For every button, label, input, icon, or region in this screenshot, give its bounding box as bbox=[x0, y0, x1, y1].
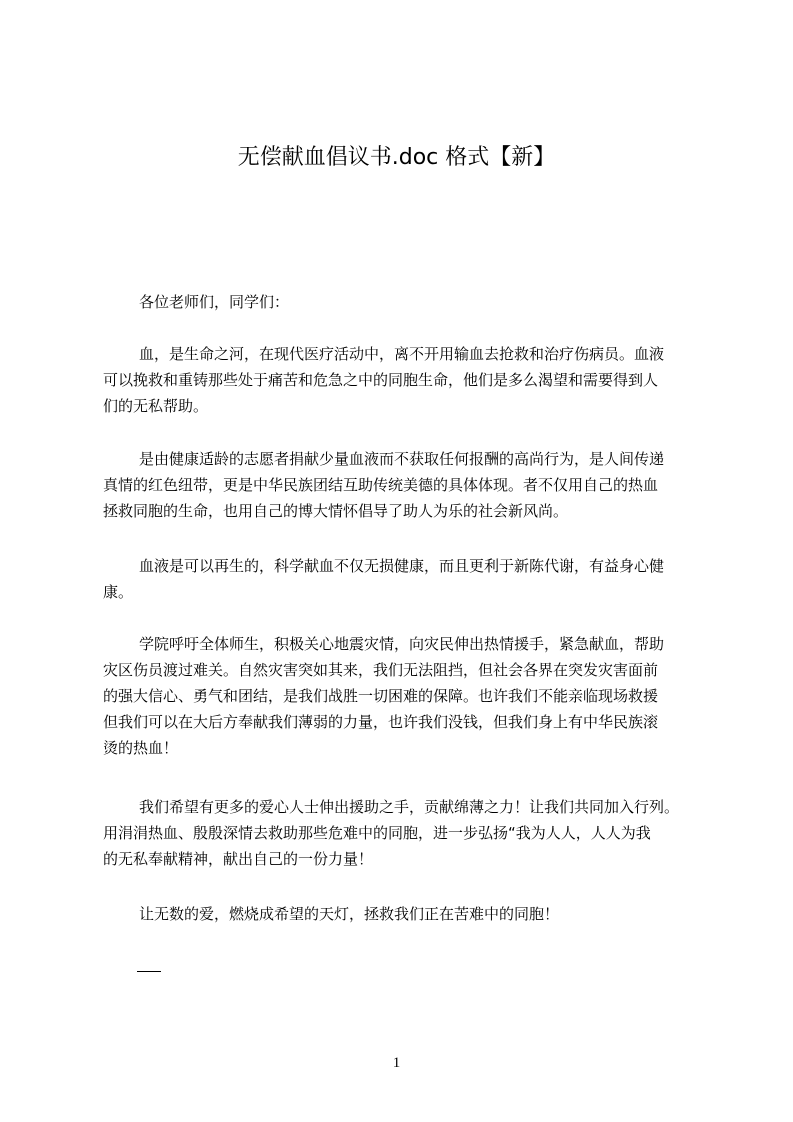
paragraph-line: 拯救同胞的生命，也用自己的博大情怀倡导了助人为乐的社会新风尚。 bbox=[103, 502, 569, 520]
paragraph-line: 灾区伤员渡过难关。自然灾害突如其来，我们无法阻挡，但社会各界在突发灾害面前 bbox=[103, 661, 659, 679]
paragraph-line: 血液是可以再生的，科学献血不仅无损健康，而且更利于新陈代谢，有益身心健 bbox=[139, 557, 665, 575]
paragraph-line: 康。 bbox=[103, 583, 134, 601]
paragraph-line: 但我们可以在大后方奉献我们薄弱的力量，也许我们没钱，但我们身上有中华民族滚 bbox=[103, 713, 659, 731]
document-title: 无偿献血倡议书.doc 格式【新】 bbox=[237, 145, 556, 170]
paragraph-line: 血，是生命之河，在现代医疗活动中，离不开用输血去抢救和治疗伤病员。血液 bbox=[139, 345, 665, 363]
page-number: 1 bbox=[392, 1055, 401, 1071]
closing-paragraph bbox=[103, 901, 713, 927]
paragraph-line: 我们希望有更多的爱心人士伸出援助之手，贡献绵薄之力！让我们共同加入行列。 bbox=[139, 798, 680, 816]
paragraph-blood-river bbox=[103, 341, 713, 419]
paragraph-line: 学院呼吁全体师生，积极关心地震灾情，向灾民伸出热情援手，紧急献血，帮助 bbox=[139, 635, 665, 653]
closing-text: 让无数的爱，燃烧成希望的天灯，拯救我们正在苦难中的同胞！ bbox=[139, 905, 560, 923]
end-divider bbox=[137, 971, 161, 972]
paragraph-line: 们的无私帮助。 bbox=[103, 397, 209, 415]
paragraph-line: 可以挽救和重铸那些处于痛苦和危急之中的同胞生命，他们是多么渴望和需要得到人 bbox=[103, 371, 659, 389]
paragraph-line: 的无私奉献精神，献出自己的一份力量！ bbox=[103, 850, 374, 868]
salutation bbox=[103, 289, 713, 315]
salutation-text: 各位老师们，同学们： bbox=[139, 293, 290, 311]
paragraph-line: 烫的热血！ bbox=[103, 739, 179, 757]
paragraph-line: 的强大信心、勇气和团结，是我们战胜一切困难的保障。也许我们不能亲临现场救援 bbox=[103, 687, 659, 705]
paragraph-line: 是由健康适龄的志愿者捐献少量血液而不获取任何报酬的高尚行为，是人间传递 bbox=[139, 450, 665, 468]
paragraph-line: 真情的红色纽带，更是中华民族团结互助传统美德的具体体现。者不仅用自己的热血 bbox=[103, 476, 659, 494]
paragraph-earthquake-appeal bbox=[103, 631, 713, 761]
paragraph-regeneration bbox=[103, 553, 713, 605]
paragraph-call-to-action bbox=[103, 794, 713, 872]
paragraph-line: 用涓涓热血、殷殷深情去救助那些危难中的同胞，进一步弘扬“我为人人，人人为我 bbox=[103, 824, 651, 842]
paragraph-voluntary-donation bbox=[103, 446, 713, 524]
